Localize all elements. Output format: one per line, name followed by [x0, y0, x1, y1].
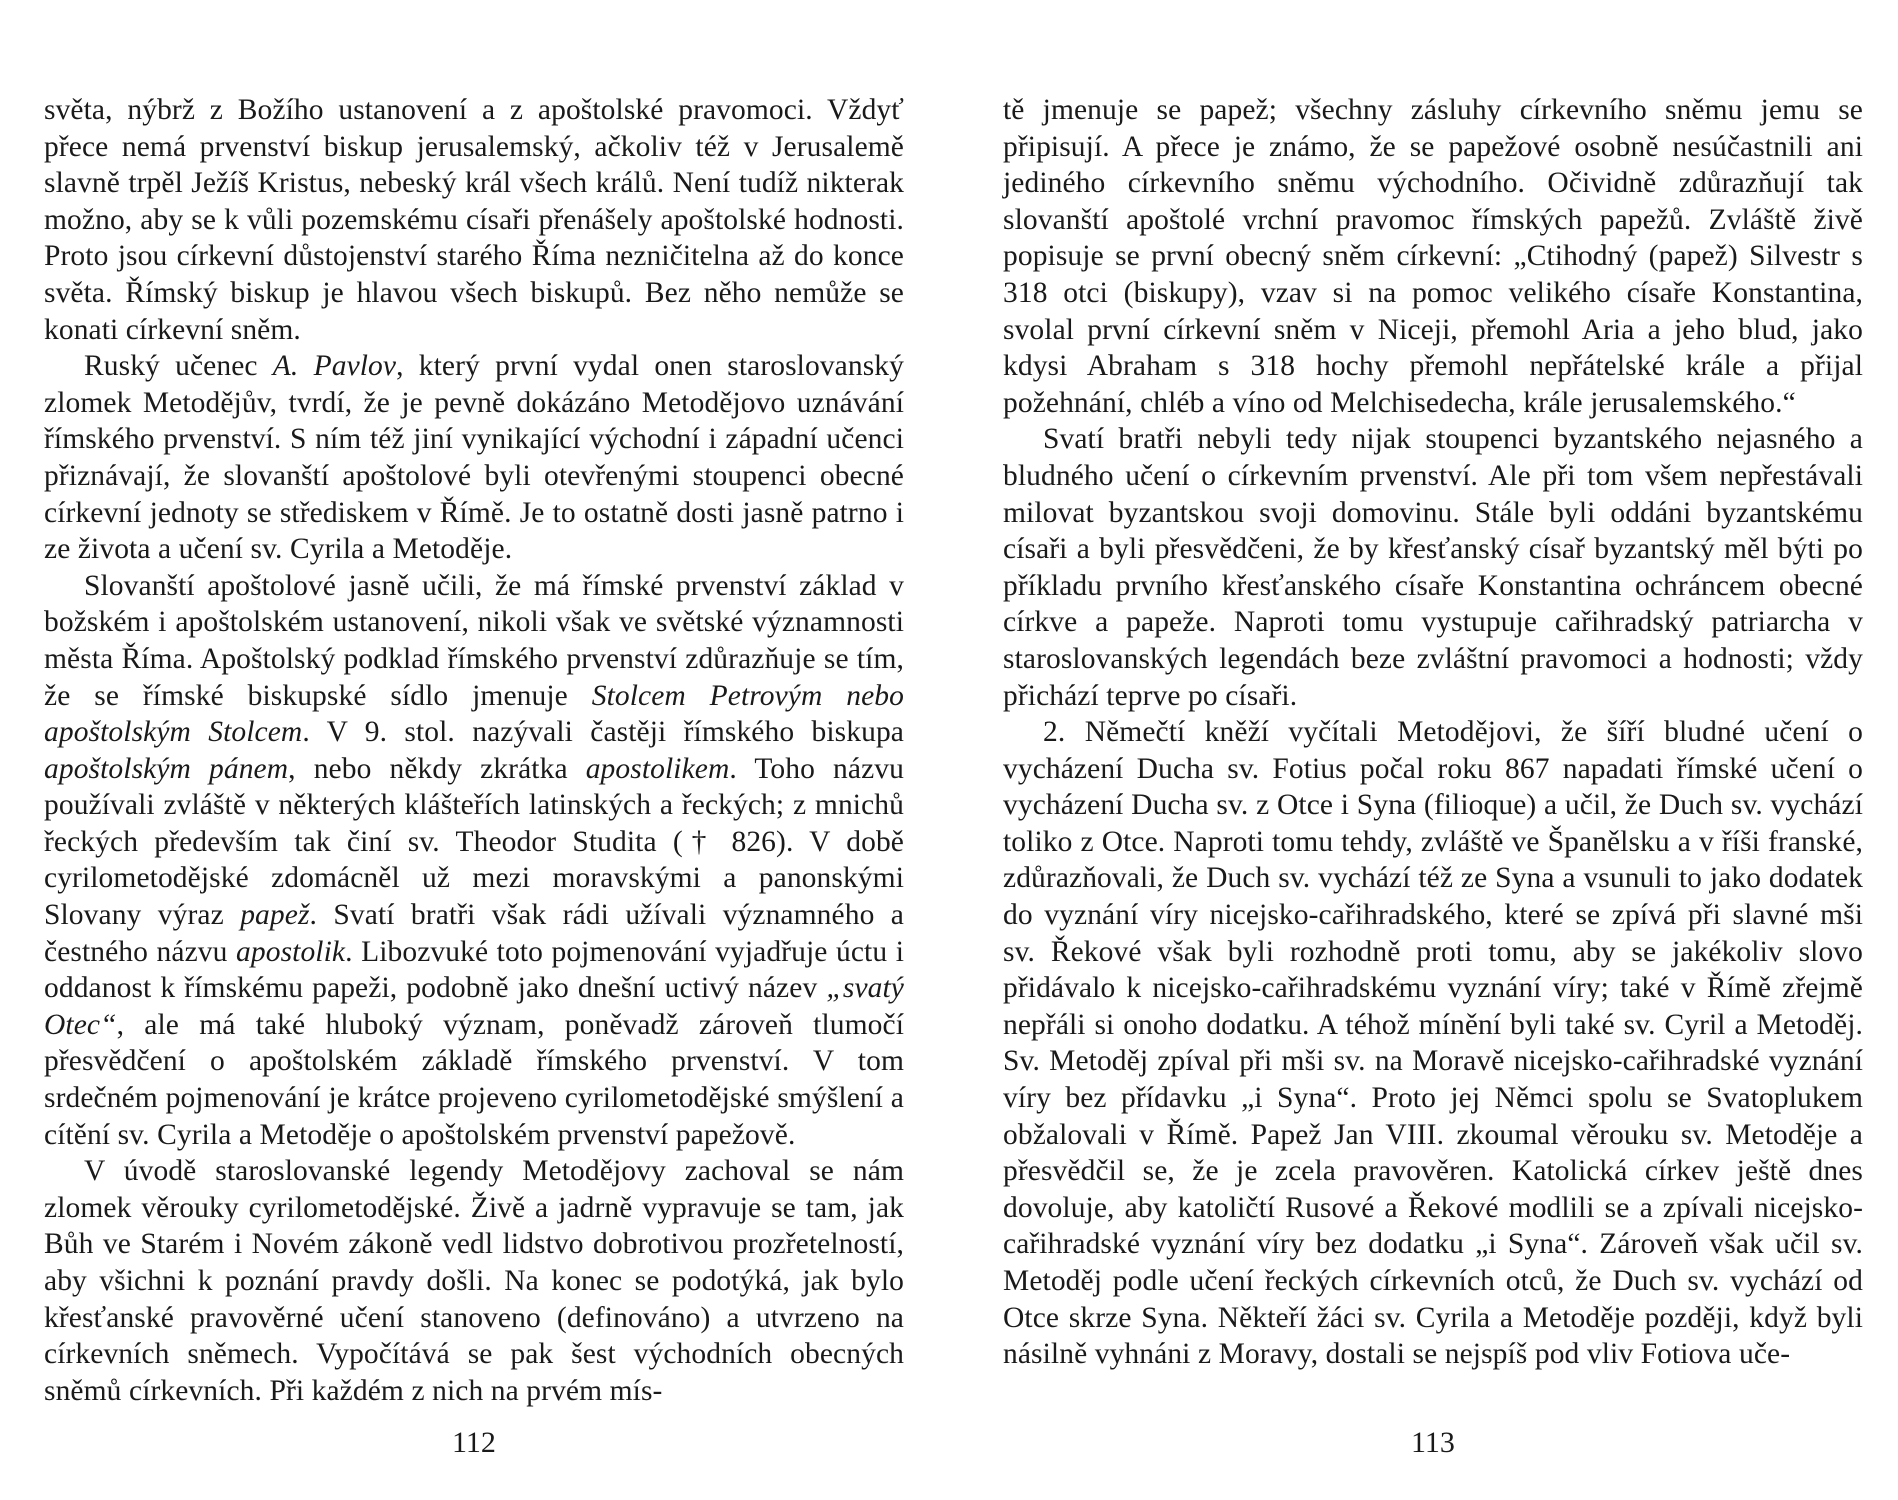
text-run: světa, nýbrž z Božího ustanovení a z apoštolské pravomoci. Vždyť přece nemá prvenství biskup jerusalemský, ačkoliv též v Jerusalemě slavně trpěl Ježíš Kristus, nebeský král všech králů. Není tudíž nikterak možno, aby se k vůli pozemskému císaři přenášely apoštolské hodnosti. Proto jsou církevní důstojenství starého Říma nezničitelna až do konce světa. Římský biskup je hlavou všech biskupů. Bez něho nemůže se konati církevní sněm.: [44, 94, 904, 346]
paragraph: [1003, 714, 1863, 1373]
text-run: . Svatí bratři však rádi užívali významného a čestného názvu: [44, 899, 905, 968]
text-run: 2. Němečtí kněží vyčítali Metodějovi, že šíří bludné učení o vycházení Ducha sv. Fotius počal roku 867 napadati římské učení o vycházení Ducha sv. z Otce i Syna (filioque) a učil, že Duch sv. vychází toliko z Otce. Naproti tomu tehdy, zvláště ve Španělsku a v říši franské, zdůrazňovali, že Duch sv. vychází též ze Syna a vsunuli to jako dodatek do vyznání víry nicejsko-cařihradského, které se zpívá při slavné mši sv. Řekové však byli rozhodně proti tomu, aby se jakékoliv slovo přidávalo k nicejsko-cařihradskému vyznání víry; také v Římě zřejmě nepřáli si onoho dodatku. A téhož mínění byli také sv. Cyril a Metoděj. Sv. Metoděj zpíval při mši sv. na Moravě nicejsko-cařihradské vyznání víry bez přídavku „i Syna“. Proto jej Němci spolu se Svatoplukem obžalovali v Římě. Papež Jan VIII. zkoumal věrouku sv. Metoděje a přesvědčil se, že je zcela pravověren. Katolická církev ještě dnes dovoluje, aby katoličtí Rusové a Řekové modlili se a zpívali nicejsko-cařihradské vyznání víry bez dodatku „i Syna“. Zároveň však učil sv. Metoděj podle učení řeckých církevních otců, že Duch sv. vychází od Otce skrze Syna. Někteří žáci sv. Cyrila a Metoděje později, když byli násilně vyhnáni z Moravy, dostali se nejspíš pod vliv Fotiova uče-: [1003, 716, 1863, 1371]
left-page: [44, 92, 904, 1409]
paragraph: [44, 568, 904, 1154]
paragraph: [1003, 92, 1863, 421]
text-run: , nebo někdy zkrátka: [288, 752, 586, 785]
italic-text: A. Pavlov: [272, 350, 397, 383]
text-run: Slovanští apoštolové jasně učili, že má římské prvenství základ v božském i apoštolském ustanovení, nikoli však ve světské významnosti města Říma. Apoštolský podklad římského prvenství zdůrazňuje se tím, že se římské biskupské sídlo jmenuje: [44, 569, 904, 712]
italic-text: apostolikem: [585, 752, 730, 785]
italic-text: apoštolským pánem: [44, 752, 289, 785]
paragraph: [44, 1153, 904, 1409]
text-run: Ruský učenec: [84, 350, 273, 383]
page-number-left: 112: [452, 1426, 496, 1459]
text-run: . V 9. stol. nazývali častěji římského biskupa: [302, 716, 904, 749]
text-run: Svatí bratři nebyli tedy nijak stoupenci byzantského nejasného a bludného učení o církevním prvenství. Ale při tom všem nepřestávali milovat byzantskou svoji domovinu. Stále byli oddáni byzantskému císaři a byli přesvědčeni, že by křesťanský císař byzantský měl býti po příkladu prvního křesťanského císaře Konstantina ochráncem obecné církve a papeže. Naproti tomu vystupuje cařihradský patriarcha v staroslovanských legendách beze zvláštní pravomoci a hodnosti; vždy přichází teprve po císaři.: [1003, 423, 1863, 712]
italic-text: papež: [240, 899, 310, 932]
text-run: . Toho názvu používali zvláště v některých klášteřích latinských a řeckých; z mnichů řeckých především tak činí sv. Theodor Studita († 826). V době cyrilometodějské zdomácněl už mezi moravskými a panonskými Slovany výraz: [44, 752, 904, 932]
paragraph: [44, 348, 904, 568]
paragraph: [44, 92, 904, 348]
paragraph: [1003, 421, 1863, 714]
text-run: tě jmenuje se papež; všechny zásluhy církevního sněmu jemu se připisují. A přece je známo, že se papežové osobně nesúčastnili ani jediného církevního sněmu východního. Očividně zdůrazňují tak slovanští apoštolé vrchní pravomoc římských papežů. Zvláště živě popisuje se první obecný sněm církevní: „Ctihodný (papež) Silvestr s 318 otci (biskupy), vzav si na pomoc velikého císaře Konstantina, svolal první církevní sněm v Niceji, přemohl Aria a jeho blud, jako kdysi Abraham s 318 hochy přemohl nepřátelské krále a přijal požehnání, chléb a víno od Melchisedecha, krále jerusalemského.“: [1003, 94, 1863, 419]
text-run: , který první vydal onen staroslovanský zlomek Metodějův, tvrdí, že je pevně dokázáno Metodějovo uznávání římského prvenství. S ním též jiní vynikající východní i západní učenci přiznávají, že slovanští apoštolové byli otevřenými stoupenci obecné církevní jednoty se střediskem v Římě. Je to ostatně dosti jasně patrno i ze života a učení sv. Cyrila a Metoděje.: [44, 350, 905, 566]
italic-text: apostolik: [236, 935, 346, 968]
text-run: . Libozvuké toto pojmenování vyjadřuje úctu i oddanost k římskému papeži, podobně jako dnešní uctivý název: [44, 935, 904, 1005]
page-number-right: 113: [1411, 1426, 1455, 1459]
text-run: , ale má také hluboký význam, poněvadž zároveň tlumočí přesvědčení o apoštolském základě římského prvenství. V tom srdečném pojmenování je krátce projeveno cyrilometodějské smýšlení a cítění sv. Cyrila a Metoděje o apoštolském prvenství papežově.: [44, 1008, 904, 1151]
italic-text: Stolcem Petrovým nebo apoštolským Stolcem: [44, 679, 905, 749]
italic-text: „svatý Otec“: [44, 972, 904, 1041]
right-page: [1003, 92, 1863, 1373]
text-run: V úvodě staroslovanské legendy Metodějovy zachoval se nám zlomek věrouky cyrilometodějské. Živě a jadrně vypravuje se tam, jak Bůh ve Starém i Novém zákoně vedl lidstvo dobrotivou prozřetelností, aby všichni k poznání pravdy došli. Na konec se podotýká, jak bylo křesťanské pravověrné učení stanoveno (definováno) a utvrzeno na církevních sněmech. Vypočítává se pak šest východních obecných sněmů církevních. Při každém z nich na prvém mís-: [44, 1155, 904, 1407]
